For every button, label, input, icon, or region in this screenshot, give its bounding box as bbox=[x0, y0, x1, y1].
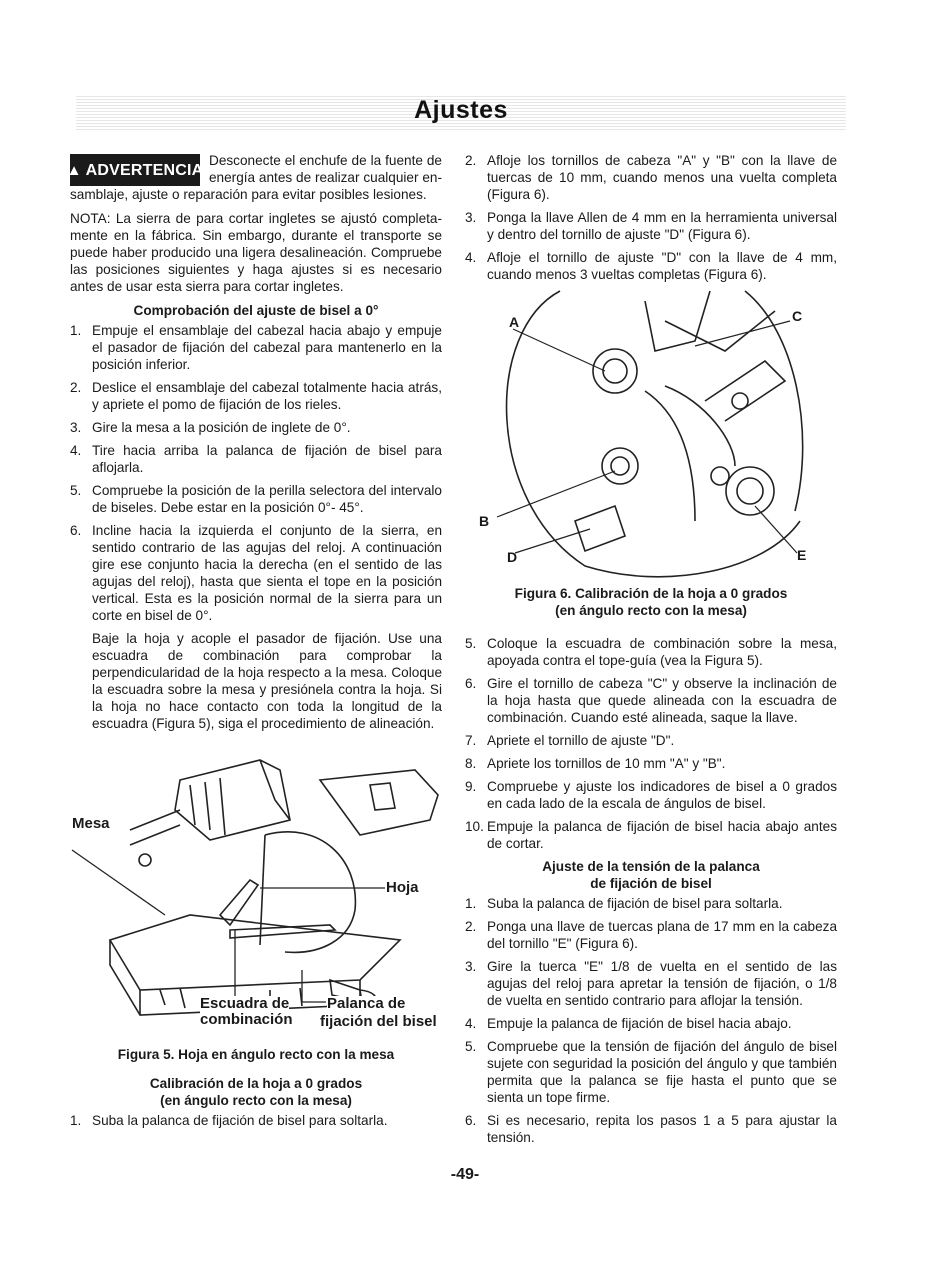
page-number: -49- bbox=[450, 1166, 480, 1183]
figure6-label-a: A bbox=[509, 314, 520, 330]
step-text: Si es necesario, repita los pasos 1 a 5 para ajustar la tensión. bbox=[487, 1113, 837, 1145]
step-text: Apriete los tornillos de 10 mm "A" y "B". bbox=[487, 756, 726, 771]
list-item bbox=[70, 322, 442, 373]
step-text: Empuje la palanca de fijación de bisel hacia abajo. bbox=[487, 1016, 792, 1031]
list-item bbox=[465, 152, 837, 203]
list-item bbox=[465, 1015, 837, 1032]
list-item bbox=[465, 249, 837, 283]
figure-5 bbox=[70, 740, 442, 1040]
step-text: Suba la palanca de fijación de bisel para soltarla. bbox=[92, 1113, 388, 1128]
step-number: 1. bbox=[465, 896, 477, 911]
figure5-label-escuadra-1: Escuadra de bbox=[200, 995, 290, 1012]
list-item bbox=[465, 918, 837, 952]
step-text: Gire la mesa a la posición de inglete de 0°. bbox=[92, 420, 351, 435]
right-column bbox=[465, 152, 837, 1152]
list-item bbox=[70, 522, 442, 624]
bevel-check-steps bbox=[70, 322, 442, 624]
step-text: Gire la tuerca "E" 1/8 de vuelta en el sentido de las agujas del reloj para apretar la tensión de fijación, o 1/8 de vuelta en sentido contrario para aflojar la tensión. bbox=[487, 959, 837, 1008]
list-item bbox=[465, 209, 837, 243]
step-number: 7. bbox=[465, 733, 477, 748]
list-item bbox=[70, 442, 442, 476]
calibration-heading-2: (en ángulo recto con la mesa) bbox=[160, 1093, 352, 1108]
figure5-label-palanca-1: Palanca de bbox=[327, 995, 406, 1012]
figure6-label-d: D bbox=[507, 549, 518, 565]
section-title: Ajustes bbox=[414, 96, 508, 124]
step-number: 3. bbox=[70, 420, 82, 435]
step-number: 6. bbox=[465, 1113, 477, 1128]
step-number: 1. bbox=[70, 1113, 82, 1128]
step-text: Empuje el ensamblaje del cabezal hacia abajo y empuje el pasador de fijación del cabezal para mantenerlo en la posición inferior. bbox=[92, 323, 442, 372]
warning-text: Desconecte el enchufe de la fuente de energía antes de realizar cualquier ensamblaje, ajuste o reparación para evitar posibles lesiones. bbox=[70, 153, 442, 202]
figure5-label-hoja: Hoja bbox=[386, 879, 419, 896]
figure5-label-escuadra-2: combinación bbox=[200, 1011, 293, 1028]
list-item bbox=[465, 895, 837, 912]
list-item bbox=[465, 675, 837, 726]
step-number: 2. bbox=[465, 153, 477, 168]
calibration-steps-a bbox=[70, 1112, 442, 1129]
step-number: 5. bbox=[70, 483, 82, 498]
step-number: 6. bbox=[70, 523, 82, 538]
step-text: Apriete el tornillo de ajuste "D". bbox=[487, 733, 675, 748]
list-item bbox=[70, 1112, 442, 1129]
nota-paragraph: NOTA: La sierra de para cortar ingletes se ajustó completamente en la fábrica. Sin embargo, durante el transporte se puede haber producido una ligera desalineación. Compruebe las posiciones siguientes y haga ajustes si es necesario antes de usar esta sierra para cortar ingletes. bbox=[70, 211, 442, 294]
step-text: Suba la palanca de fijación de bisel para soltarla. bbox=[487, 896, 783, 911]
list-item bbox=[465, 755, 837, 772]
figure-6 bbox=[465, 291, 837, 581]
figure6-label-b: B bbox=[479, 513, 490, 529]
bevel-check-heading: Comprobación del ajuste de bisel a 0° bbox=[133, 303, 379, 318]
step-text: Afloje el tornillo de ajuste "D" con la llave de 4 mm, cuando menos 3 vueltas completas (Figura 6). bbox=[487, 250, 837, 282]
step-text: Tire hacia arriba la palanca de fijación de bisel para aflojarla. bbox=[92, 443, 442, 475]
step-number: 1. bbox=[70, 323, 82, 338]
calibration-heading-1: Calibración de la hoja a 0 grados bbox=[149, 1076, 363, 1091]
tension-steps bbox=[465, 895, 837, 1146]
figure6-caption-2: (en ángulo recto con la mesa) bbox=[555, 603, 747, 618]
calibration-steps-c bbox=[465, 635, 837, 852]
tension-heading-1: Ajuste de la tensión de la palanca bbox=[542, 859, 760, 874]
step-text: Empuje la palanca de fijación de bisel hacia abajo antes de cortar. bbox=[487, 819, 837, 851]
step-number: 9. bbox=[465, 779, 477, 794]
step-text: Compruebe y ajuste los indicadores de bisel a 0 grados en cada lado de la escala de ángulos de bisel. bbox=[487, 779, 837, 811]
left-column bbox=[66, 152, 442, 1135]
step-number: 2. bbox=[70, 380, 82, 395]
list-item bbox=[70, 379, 442, 413]
step-text: Ponga la llave Allen de 4 mm en la herramienta universal y dentro del tornillo de ajuste "D" (Figura 6). bbox=[487, 210, 837, 242]
step-number: 5. bbox=[465, 636, 477, 651]
list-item bbox=[465, 818, 837, 852]
list-item bbox=[465, 1038, 837, 1106]
list-item bbox=[465, 732, 837, 749]
step-text: Compruebe que la tensión de fijación del ángulo de bisel sujete con seguridad la posición del ángulo y que también permita que la palanca se fije hasta el punto que se sienta un tope firme. bbox=[487, 1039, 837, 1105]
bevel-check-paragraph: Baje la hoja y acople el pasador de fijación. Use una escuadra de combinación para comprobar la perpendicularidad de la hoja respecto a la mesa. Coloque la escuadra sobre la mesa y presiónela contra la hoja. Si la hoja no hace contacto con toda la longitud de la escuadra (Figura 5), siga el procedimiento de alineación. bbox=[92, 631, 442, 731]
step-text: Gire el tornillo de cabeza "C" y observe la inclinación de la hoja hasta que quede alineada con la escuadra de combinación. Cuando esté alineada, saque la llave. bbox=[487, 676, 837, 725]
figure5-label-palanca-2: fijación del bisel bbox=[320, 1013, 437, 1030]
step-number: 3. bbox=[465, 959, 477, 974]
step-text: Deslice el ensamblaje del cabezal totalmente hacia atrás, y apriete el pomo de fijación de los rieles. bbox=[92, 380, 442, 412]
step-text: Ponga una llave de tuercas plana de 17 mm en la cabeza del tornillo "E" (Figura 6). bbox=[487, 919, 837, 951]
figure6-caption-1: Figura 6. Calibración de la hoja a 0 grados bbox=[514, 586, 788, 601]
figure5-caption: Figura 5. Hoja en ángulo recto con la mesa bbox=[117, 1047, 395, 1062]
warning-triangle-icon: ▲ bbox=[66, 161, 82, 179]
step-number: 4. bbox=[465, 250, 477, 265]
figure6-label-c: C bbox=[792, 308, 803, 324]
step-number: 5. bbox=[465, 1039, 477, 1054]
step-text: Afloje los tornillos de cabeza "A" y "B" con la llave de tuercas de 10 mm, cuando menos una vuelta completa (Figura 6). bbox=[487, 153, 837, 202]
list-item bbox=[70, 482, 442, 516]
warning-block bbox=[66, 152, 442, 203]
step-number: 8. bbox=[465, 756, 477, 771]
list-item bbox=[70, 419, 442, 436]
step-number: 3. bbox=[465, 210, 477, 225]
list-item bbox=[465, 635, 837, 669]
warning-badge-label: ADVERTENCIA bbox=[85, 161, 204, 179]
step-number: 4. bbox=[465, 1016, 477, 1031]
list-item bbox=[465, 1112, 837, 1146]
warning-badge bbox=[66, 154, 204, 186]
figure5-label-mesa: Mesa bbox=[72, 815, 110, 832]
section-header-banner bbox=[76, 94, 846, 132]
step-number: 2. bbox=[465, 919, 477, 934]
step-number: 6. bbox=[465, 676, 477, 691]
step-number: 4. bbox=[70, 443, 82, 458]
figure6-label-e: E bbox=[797, 547, 807, 563]
step-text: Coloque la escuadra de combinación sobre la mesa, apoyada contra el tope-guía (vea la Figura 5). bbox=[487, 636, 837, 668]
step-text: Incline hacia la izquierda el conjunto de la sierra, en sentido contrario de las agujas del reloj. A continuación gire ese conjunto hacia la derecha (en el sentido de las agujas del reloj), hasta que sienta el tope en la posición vertical. Esta es la posición normal de la sierra para un corte en bisel de 0°. bbox=[92, 523, 442, 623]
tension-heading-2: de fijación de bisel bbox=[590, 876, 712, 891]
step-text: Compruebe la posición de la perilla selectora del intervalo de biseles. Debe estar en la posición 0°- 45°. bbox=[92, 483, 442, 515]
list-item bbox=[465, 778, 837, 812]
bevel-adjustment-illustration bbox=[465, 291, 837, 581]
step-number: 10. bbox=[465, 819, 484, 834]
calibration-steps-b bbox=[465, 152, 837, 283]
list-item bbox=[465, 958, 837, 1009]
